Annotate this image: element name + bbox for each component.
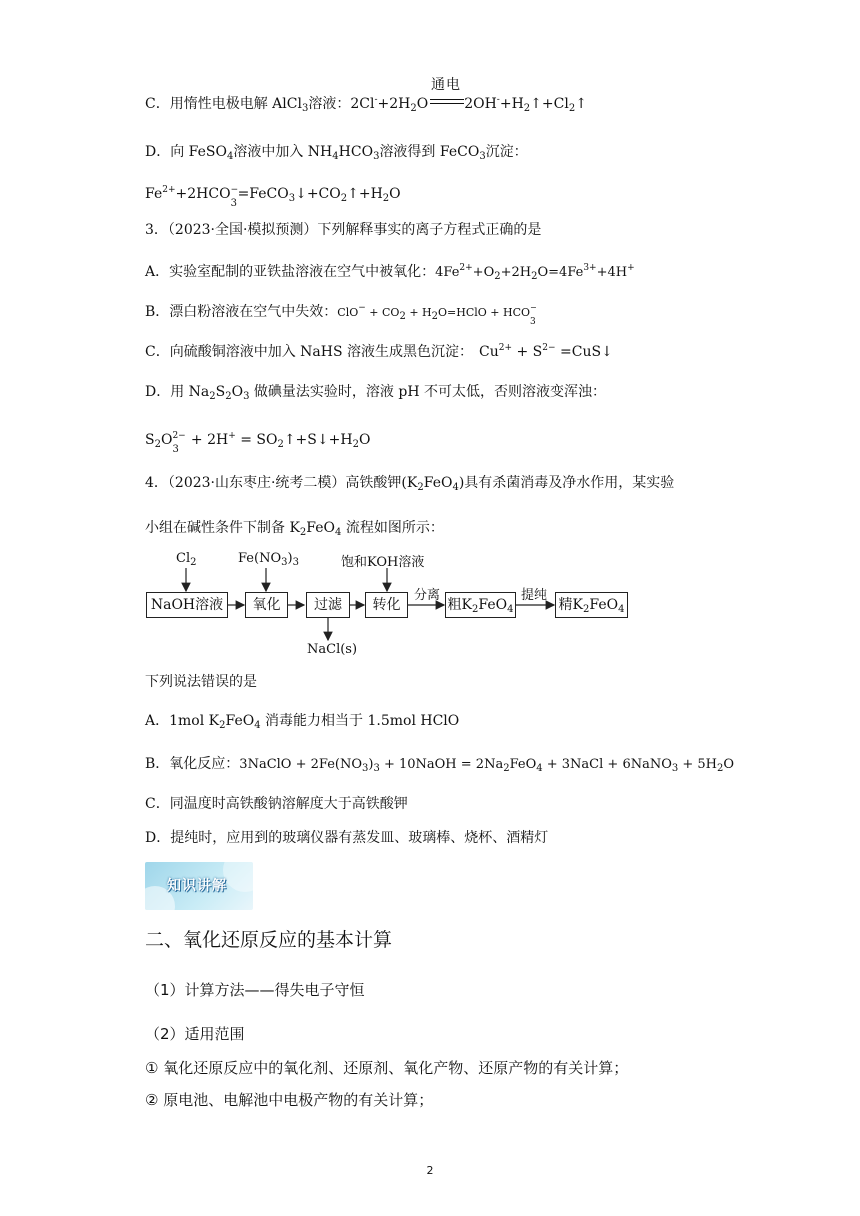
text: 2 bbox=[494, 271, 501, 282]
section-p3: ① 氧化还原反应中的氧化剂、还原剂、氧化产物、还原产物的有关计算； bbox=[145, 1059, 629, 1077]
text: 4 bbox=[335, 527, 342, 538]
section-p1: （1）计算方法——得失电子守恒 bbox=[145, 981, 365, 999]
text: 做碘量法实验时，溶液 pH 不可太低，否则溶液变浑浊： bbox=[249, 384, 607, 400]
text: 4．（2023·山东枣庄·统考二模）高铁酸钾( bbox=[145, 475, 407, 491]
text: 2 bbox=[277, 439, 284, 450]
text: 2 bbox=[352, 439, 359, 450]
text: 4 bbox=[618, 604, 625, 615]
text: D．用 Na bbox=[145, 384, 210, 400]
text: FeO bbox=[589, 597, 619, 613]
q4-option-c: C．同温度时高铁酸钠溶解度大于高铁酸钾 bbox=[145, 796, 408, 812]
label-koh: 饱和KOH溶液 bbox=[341, 555, 425, 570]
text: = SO bbox=[235, 432, 278, 448]
text: 3 bbox=[362, 763, 369, 774]
question-3: 3．（2023·全国·模拟预测）下列解释事实的离子方程式正确的是 bbox=[145, 222, 542, 238]
text: )具有杀菌消毒及净水作用，某实验 bbox=[458, 475, 675, 491]
text: 2 bbox=[209, 391, 216, 402]
text: HCO bbox=[338, 144, 374, 160]
text: 1mol K bbox=[169, 713, 220, 729]
box-crude-k2feo4 bbox=[445, 592, 516, 618]
text: 2 bbox=[431, 311, 439, 322]
label-cl2 bbox=[176, 551, 196, 568]
text: +2HCO bbox=[175, 186, 231, 202]
text: 4Fe bbox=[435, 265, 460, 280]
text: 2 bbox=[399, 311, 406, 322]
text: O bbox=[231, 384, 244, 400]
text: S bbox=[145, 432, 155, 448]
text: 3 bbox=[373, 151, 380, 162]
text: B．氧化反应： bbox=[145, 756, 240, 772]
question-4 bbox=[145, 473, 674, 498]
label-separate: 分离 bbox=[414, 588, 441, 603]
text: ↑+S↓+H bbox=[283, 432, 353, 448]
text: + 3NaCl + 6NaNO bbox=[542, 757, 672, 772]
text: 溶液得到 FeCO bbox=[379, 144, 480, 160]
text: =CuS↓ bbox=[555, 344, 613, 360]
text: 2 bbox=[382, 193, 390, 204]
text: 4 bbox=[536, 763, 543, 774]
text: K bbox=[406, 475, 418, 491]
text: 2OH bbox=[464, 96, 497, 112]
text: O bbox=[723, 757, 735, 772]
text: 4 bbox=[254, 720, 261, 731]
label-feno3 bbox=[238, 551, 299, 568]
text: O bbox=[416, 96, 429, 112]
text: 3 bbox=[281, 557, 288, 568]
section-title: 二、氧化还原反应的基本计算 bbox=[145, 929, 393, 951]
text: ) bbox=[287, 551, 293, 566]
text: Fe bbox=[145, 186, 163, 202]
text: 粗K bbox=[447, 597, 472, 613]
q3-option-d bbox=[145, 382, 606, 407]
text: 2 bbox=[340, 193, 348, 204]
option-c-electrolysis bbox=[145, 90, 587, 119]
text: 2 bbox=[154, 439, 161, 450]
text: FeO bbox=[423, 475, 453, 491]
text: FeO bbox=[306, 520, 336, 536]
text: 3 bbox=[301, 103, 309, 114]
flow-diagram bbox=[140, 548, 640, 666]
q4-option-b bbox=[145, 754, 734, 779]
text: 2 bbox=[299, 527, 307, 538]
text: ) bbox=[368, 757, 374, 772]
text: FeO bbox=[509, 757, 537, 772]
text: + H bbox=[405, 306, 432, 319]
text: FeO bbox=[478, 597, 508, 613]
text: D．向 FeSO bbox=[145, 144, 227, 160]
text: 2 bbox=[531, 271, 538, 282]
text: 3 bbox=[671, 763, 679, 774]
text: 溶液中加入 NH bbox=[233, 144, 333, 160]
text: +O bbox=[472, 265, 495, 280]
text: 2 bbox=[523, 103, 531, 114]
text: 2 bbox=[225, 391, 232, 402]
section-p4: ② 原电池、电解池中电极产物的有关计算； bbox=[145, 1091, 434, 1109]
text: 沉淀： bbox=[485, 144, 528, 160]
text: A．实验室配制的亚铁盐溶液在空气中被氧化： bbox=[145, 264, 436, 280]
box-filter: 过滤 bbox=[306, 592, 350, 618]
text: 流程如图所示： bbox=[341, 520, 444, 536]
text: 2 bbox=[219, 720, 226, 731]
text: 3 bbox=[288, 193, 296, 204]
text: 消毒能力相当于 1.5mol HClO bbox=[260, 713, 460, 729]
text: C．向硫酸铜溶液中加入 NaHS 溶液生成黑色沉淀： bbox=[145, 344, 474, 360]
text: 2+ bbox=[498, 343, 513, 353]
q3-option-a bbox=[145, 258, 635, 287]
text: Fe(NO bbox=[238, 551, 282, 566]
text: + 10NaOH = 2Na bbox=[379, 757, 504, 772]
text: =FeCO bbox=[237, 186, 289, 202]
text: ↑ bbox=[575, 96, 587, 112]
text: 4 bbox=[226, 151, 234, 162]
text: +2H bbox=[377, 96, 411, 112]
q4-prompt: 下列说法错误的是 bbox=[145, 674, 257, 690]
text: FeO bbox=[225, 713, 255, 729]
text: 4 bbox=[332, 151, 339, 162]
text: 3 bbox=[230, 198, 237, 209]
text: 2 bbox=[472, 604, 479, 615]
text: 2 bbox=[417, 482, 424, 493]
equals-bar bbox=[430, 99, 464, 104]
label-nacl: NaCl(s) bbox=[307, 642, 358, 657]
text: − bbox=[358, 303, 366, 313]
text: 3 bbox=[479, 151, 486, 162]
text: O bbox=[389, 186, 401, 202]
text: 溶液：2Cl bbox=[308, 96, 375, 112]
text: O bbox=[160, 432, 173, 448]
text: 2+ bbox=[162, 185, 176, 195]
text: 3 bbox=[172, 444, 179, 455]
q3-option-b bbox=[145, 298, 537, 327]
text: − bbox=[530, 303, 537, 312]
text: 3 bbox=[530, 317, 536, 327]
text: − bbox=[230, 185, 239, 195]
text: 2− bbox=[542, 343, 556, 353]
text: + 2H bbox=[186, 432, 229, 448]
text: ↑+Cl bbox=[530, 96, 569, 112]
badge-label: 知识讲解 bbox=[167, 878, 227, 894]
text: 3 bbox=[243, 391, 250, 402]
knowledge-badge bbox=[145, 862, 253, 910]
box-naoh: NaOH溶液 bbox=[146, 592, 228, 618]
text: K bbox=[289, 520, 300, 536]
q4-option-a bbox=[145, 711, 459, 736]
text: 小组在碱性条件下制备 bbox=[145, 520, 290, 536]
text: +2H bbox=[500, 265, 532, 280]
equation-thiosulfate bbox=[145, 426, 370, 455]
text: + bbox=[228, 431, 236, 441]
box-oxidize: 氧化 bbox=[245, 592, 288, 618]
condition-label: 通电 bbox=[431, 77, 461, 93]
text: - bbox=[496, 95, 500, 105]
text: +4H bbox=[596, 265, 628, 280]
question-4-cont bbox=[145, 518, 444, 543]
text: 2 bbox=[190, 557, 197, 568]
text: +H bbox=[499, 96, 524, 112]
text: 2 bbox=[568, 103, 576, 114]
text: 2 bbox=[503, 763, 510, 774]
text: 3 bbox=[373, 763, 380, 774]
text: 2+ bbox=[459, 263, 473, 273]
text: ↑+H bbox=[347, 186, 383, 202]
text: + CO bbox=[365, 306, 400, 319]
page-number: 2 bbox=[426, 1164, 434, 1177]
text: O bbox=[358, 432, 371, 448]
text: 3 bbox=[292, 557, 299, 568]
text: 4 bbox=[452, 482, 459, 493]
text: + bbox=[627, 263, 635, 273]
box-convert: 转化 bbox=[365, 592, 408, 618]
text: Cl bbox=[176, 551, 191, 566]
text: 2 bbox=[583, 604, 590, 615]
text: A． bbox=[145, 713, 170, 729]
text: + 5H bbox=[678, 757, 718, 772]
label-purify: 提纯 bbox=[521, 588, 548, 603]
text: ClO bbox=[337, 306, 359, 319]
text: 精K bbox=[558, 597, 583, 613]
text: B．漂白粉溶液在空气中失效： bbox=[145, 304, 338, 320]
text: + S bbox=[512, 344, 543, 360]
text: - bbox=[374, 95, 378, 105]
badge-decoration bbox=[223, 862, 253, 892]
option-d-feso4 bbox=[145, 142, 528, 167]
text: C．用惰性电极电解 AlCl bbox=[145, 96, 302, 112]
box-pure-k2feo4 bbox=[555, 592, 628, 618]
text: O=HClO + HCO bbox=[438, 306, 531, 319]
section-p2: （2）适用范围 bbox=[145, 1025, 245, 1043]
text: O=4Fe bbox=[537, 265, 584, 280]
text: 3+ bbox=[583, 263, 597, 273]
equation-feco3 bbox=[145, 180, 401, 209]
text: 4 bbox=[507, 604, 514, 615]
text: ↓+CO bbox=[295, 186, 341, 202]
text: 2 bbox=[410, 103, 417, 114]
text: 2 bbox=[717, 763, 724, 774]
text: 2− bbox=[172, 431, 186, 441]
text: S bbox=[215, 384, 226, 400]
q4-option-d: D．提纯时，应用到的玻璃仪器有蒸发皿、玻璃棒、烧杯、酒精灯 bbox=[145, 830, 549, 846]
text: 3NaClO + 2Fe(NO bbox=[239, 757, 362, 772]
q3-option-c bbox=[145, 338, 613, 362]
text: Cu bbox=[479, 344, 499, 360]
